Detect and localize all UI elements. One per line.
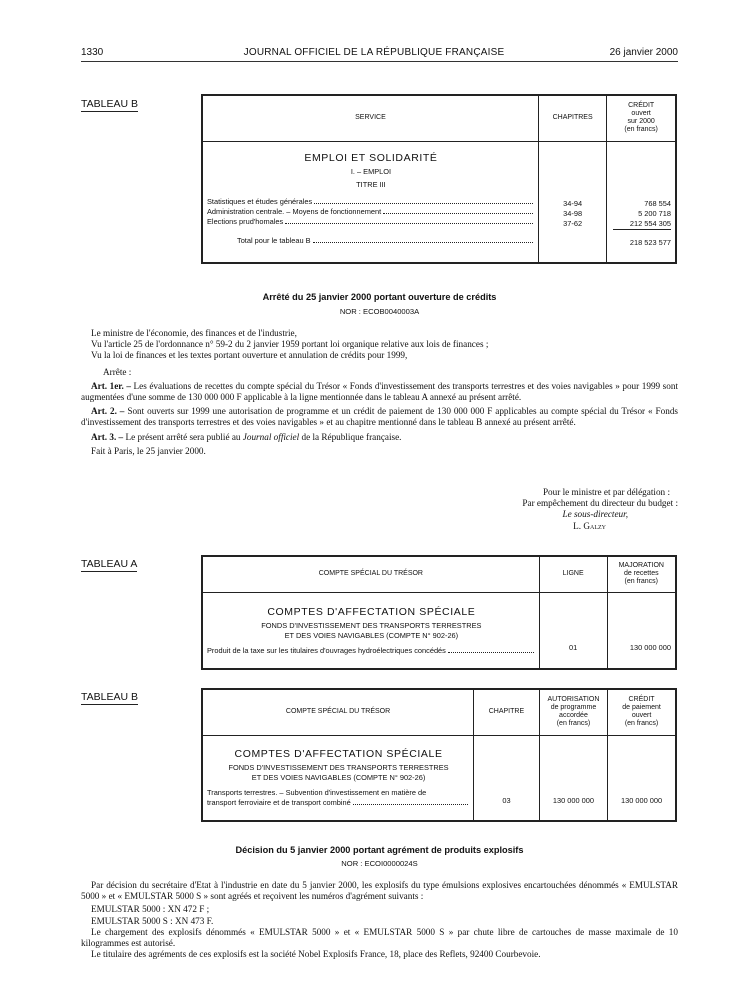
- arrete-title: Arrêté du 25 janvier 2000 portant ouverture de crédits: [262, 292, 497, 302]
- table1: [201, 94, 677, 264]
- arrete-signature: [420, 487, 678, 532]
- table1-row2-credit: 5 200 718: [638, 208, 671, 218]
- decision-body: [81, 880, 678, 960]
- table3-fonds-2: ET DES VOIES NAVIGABLES (COMPTE N° 902-26): [251, 772, 426, 782]
- table3-col-compte: COMPTE SPÉCIAL DU TRÉSOR: [202, 689, 474, 735]
- decision-p1: Par décision du secrétaire d'Etat à l'industrie en date du 5 janvier 2000, les explosifs du type émulsions explosives encartouchées dénommés « EMULSTAR 5000 » et « EMULSTAR 5000 S » sont agréés et reçoivent les numéros d'agrément suivants :: [81, 880, 678, 902]
- sig-line-3: Le sous-directeur,: [562, 509, 628, 520]
- table3-section-title: COMPTES D'AFFECTATION SPÉCIALE: [234, 747, 443, 760]
- sig-line-4: L. Galzy: [573, 520, 606, 531]
- table3-col-credit-l2: de paiement: [622, 704, 661, 712]
- table3-row-chapitre: 03: [502, 795, 511, 805]
- arrete-fait: Fait à Paris, le 25 janvier 2000.: [91, 445, 206, 456]
- art3-pre: Le présent arrêté sera publié au: [125, 431, 241, 442]
- table1-row1-chapitre: 34-94: [563, 198, 583, 208]
- decision-p3: Le titulaire des agréments de ces explosifs est la société Nobel Explosifs France, 18, place des Reflets, 92400 Courbevoie.: [91, 949, 541, 960]
- art2-label: Art. 2. –: [91, 406, 125, 417]
- table3-col-autorisation: [539, 689, 607, 735]
- art2-text: Sont ouverts sur 1999 une autorisation de programme et un crédit de paiement de 130 000 000 F applicables au compte spécial du Trésor « Fonds d'investissement des transports terrestres et des voies navigables » et au chapitre mentionné dans le tableau B annexé au présent arrêté.: [81, 406, 678, 428]
- table1-row1-credit: 768 554: [644, 198, 671, 208]
- table3-col-autorisation-l4: (en francs): [556, 720, 591, 728]
- decision-l2: EMULSTAR 5000 S : XN 473 F.: [91, 915, 214, 926]
- table2-fonds-2: ET DES VOIES NAVIGABLES (COMPTE N° 902-26): [284, 630, 459, 640]
- header-rule: [81, 61, 678, 62]
- table2-row-ligne: 01: [569, 642, 578, 652]
- table3-col-credit-l1: CRÉDIT: [628, 696, 655, 704]
- decision-nor: NOR : ECOI0000024S: [341, 859, 418, 868]
- sig-line-1: Pour le ministre et par délégation :: [542, 487, 670, 497]
- table2-label: TABLEAU A: [81, 558, 138, 570]
- table3-row-label-2: transport ferroviaire et de transport combiné: [207, 798, 470, 808]
- table1-col-credit: [607, 95, 676, 141]
- arrete-word: Arrête :: [103, 366, 132, 377]
- table1-row3-chapitre: 37-62: [563, 218, 583, 228]
- table3-col-autorisation-l1: AUTORISATION: [547, 696, 600, 704]
- table1-col-service: SERVICE: [202, 95, 538, 141]
- table1-section-title: EMPLOI ET SOLIDARITÉ: [304, 151, 438, 164]
- page-number: 1330: [81, 47, 104, 58]
- table1-col-credit-l1: CRÉDIT: [628, 102, 655, 110]
- table2-col-ligne: LIGNE: [539, 556, 607, 592]
- table3-col-credit-l3: ouvert: [631, 712, 652, 720]
- arrete-art1: [81, 381, 678, 403]
- table3-col-autorisation-l3: accordée: [559, 712, 588, 720]
- table3-col-autorisation-l2: de programme: [550, 704, 597, 712]
- table2-col-majoration-l3: (en francs): [624, 578, 658, 586]
- table1-row2-label: Administration centrale. – Moyens de fonctionnement: [207, 207, 535, 217]
- table1-col-credit-l3: sur 2000: [627, 118, 655, 126]
- table1-col-credit-l4: (en francs): [624, 126, 658, 134]
- table2-row-value: 130 000 000: [629, 642, 671, 652]
- table1-total-label: Total pour le tableau B: [207, 236, 535, 246]
- table3: [201, 688, 677, 822]
- art3-label: Art. 3. –: [91, 431, 124, 442]
- decision-p2: Le chargement des explosifs dénommés « EMULSTAR 5000 » et « EMULSTAR 5000 S » par chute libre de cartouches de masse maximale de 10 kilogrammes est autorisé.: [81, 926, 678, 949]
- art1-label: Art. 1er. –: [91, 380, 131, 391]
- table2-col-majoration-l2: de recettes: [623, 570, 659, 578]
- table3-col-credit: [608, 689, 676, 735]
- table1-row2-chapitre: 34-98: [563, 208, 583, 218]
- table1-total-value: 218 523 577: [629, 237, 671, 247]
- table1-titre: TITRE III: [356, 179, 386, 189]
- table2-fonds-1: FONDS D'INVESTISSEMENT DES TRANSPORTS TERRESTRES: [261, 620, 482, 630]
- decision-l1: EMULSTAR 5000 : XN 472 F ;: [91, 904, 210, 915]
- table3-row-credit: 130 000 000: [621, 795, 663, 805]
- table3-row-autorisation: 130 000 000: [552, 795, 594, 805]
- table2-row-label: Produit de la taxe sur les titulaires d'ouvrages hydroélectriques concédés: [207, 646, 536, 656]
- arrete-intro-1: Le ministre de l'économie, des finances et de l'industrie,: [91, 328, 297, 338]
- table1-row3-credit: 212 554 305: [613, 219, 671, 230]
- table2-col-majoration-l1: MAJORATION: [618, 562, 664, 570]
- art1-text: Les évaluations de recettes du compte spécial du Trésor « Fonds d'investissement des transports terrestres et des voies navigables » pour 1999 sont augmentées d'une somme de 130 000 000 F applicable à la ligne mentionnée dans le tableau A annexé au présent arrêté.: [81, 380, 678, 403]
- art3-journal: Journal officiel: [242, 431, 300, 442]
- arrete-intro-3: Vu la loi de finances et les textes portant ouverture et annulation de crédits pour 1999,: [91, 350, 408, 361]
- table1-col-chapitres: CHAPITRES: [538, 95, 606, 141]
- table3-col-credit-l4: (en francs): [624, 720, 659, 728]
- arrete-nor: NOR : ECOB0040003A: [339, 307, 420, 316]
- arrete-body: [81, 328, 678, 457]
- arrete-art2: [81, 406, 678, 428]
- table3-col-chapitre: CHAPITRE: [474, 689, 540, 735]
- table2: [201, 555, 677, 670]
- table2-section-title: COMPTES D'AFFECTATION SPÉCIALE: [267, 605, 476, 618]
- table1-col-credit-l2: ouvert: [631, 110, 651, 118]
- table1-label: TABLEAU B: [81, 98, 138, 110]
- table1-subsection: I. – EMPLOI: [350, 166, 392, 176]
- journal-title: JOURNAL OFFICIEL DE LA RÉPUBLIQUE FRANÇAISE: [243, 47, 505, 58]
- table3-fonds-1: FONDS D'INVESTISSEMENT DES TRANSPORTS TERRESTRES: [228, 762, 449, 772]
- art3-post: de la République française.: [301, 431, 402, 442]
- table3-row-label-1: Transports terrestres. – Subvention d'investissement en matière de: [207, 787, 427, 797]
- decision-title: Décision du 5 janvier 2000 portant agrément de produits explosifs: [235, 845, 524, 855]
- table1-row3-label: Elections prud'homales: [207, 217, 535, 227]
- arrete-intro-2: Vu l'article 25 de l'ordonnance n° 59-2 du 2 janvier 1959 portant loi organique relative aux lois de finances ;: [91, 339, 489, 350]
- arrete-art3: [81, 432, 678, 443]
- table2-col-compte: COMPTE SPÉCIAL DU TRÉSOR: [202, 556, 539, 592]
- table1-row1-label: Statistiques et études générales: [207, 197, 535, 207]
- table3-label: TABLEAU B: [81, 691, 138, 703]
- sig-line-2: Par empêchement du directeur du budget :: [522, 498, 678, 509]
- issue-date: 26 janvier 2000: [609, 47, 678, 58]
- table2-col-majoration: [607, 556, 676, 592]
